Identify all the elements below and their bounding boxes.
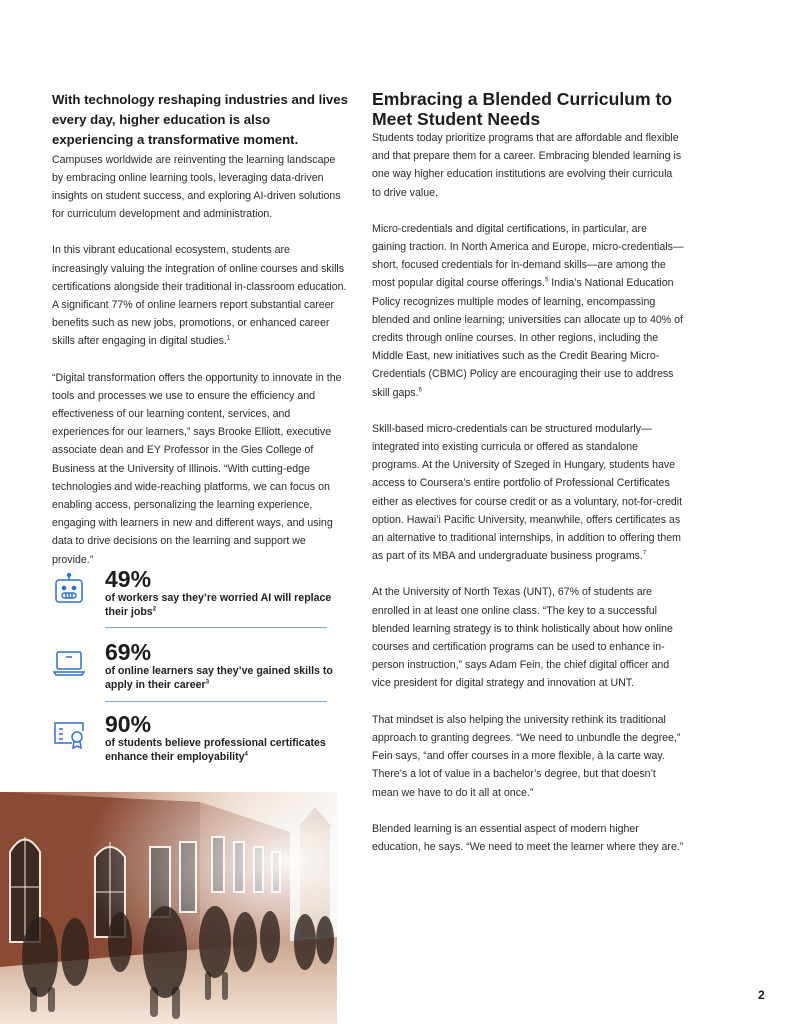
stat-block — [52, 639, 332, 699]
right-paragraph: Students today prioritize programs that are affordable and flexible and that prepare them for a career. Embracing blended learning is one way higher education institutions are evolving their curricula to drive value. — [372, 132, 682, 199]
footnote-ref: 4 — [244, 750, 248, 757]
stat-value: 69% — [105, 639, 152, 665]
footnote-ref: 7 — [642, 550, 647, 557]
right-paragraph — [372, 420, 684, 566]
right-column — [372, 90, 684, 874]
footnote-ref: 2 — [152, 605, 157, 612]
stat-text: of online learners say they’ve gained skills to apply in their career — [105, 665, 333, 691]
stat-description — [105, 737, 337, 764]
modular-text: Skill-based micro-credentials can be structured modularly—integrated into existing curricula or offered as standalone programs. At the University of Szeged in Hungary, students have access to Coursera’s entire portfolio of Professional Certificates either as electives for course credit or as a voluntary, not-for-credit option. Hawai’i Pacific University, meanwhile, offers certificates as an alternative to traditional internships, in addition to offering them as part of its MBA and undergraduate business programs. — [372, 422, 683, 563]
stat-description — [105, 665, 337, 692]
micro-credentials-text: Micro-credentials and digital certifications, in particular, are gaining traction. In North America and Europe, micro-credentials—short, focused credentials for in-demand skills—are among the most popular digital course offerings. — [372, 222, 684, 290]
section-heading: Embracing a Blended Curriculum to Meet Student Needs — [372, 89, 673, 129]
stat-text: of workers say they’re worried AI will replace their jobs — [105, 592, 332, 618]
stat-value: 90% — [105, 711, 152, 737]
laptop-icon — [52, 645, 86, 679]
footnote-ref: 3 — [205, 678, 210, 685]
stat-text: of students believe professional certificates enhance their employability — [105, 737, 326, 763]
certificate-icon — [52, 717, 86, 751]
left-column — [52, 90, 348, 587]
footnote-ref: 5 — [544, 277, 549, 284]
ecosystem-paragraph — [52, 241, 348, 350]
stat-value: 49% — [105, 566, 152, 592]
stat-block — [52, 566, 332, 626]
robot-icon — [52, 572, 86, 606]
intro-rest: Campuses worldwide are reinventing the learning landscape by embracing online learning tools, leveraging data-driven insights on student success, and exploring AI-driven solutions for curriculum development and administration. — [52, 153, 341, 221]
footnote-ref: 1 — [226, 335, 231, 342]
campus-photo — [0, 792, 337, 1024]
ecosystem-text: In this vibrant educational ecosystem, students are increasingly valuing the integration of online courses and skills certifications alongside their traditional in-classroom education. A significant 77% of online learners report substantial career benefits such as new jobs, promotions, or enhanced career skills after engaging in digital studies. — [52, 244, 347, 348]
intro-paragraph — [52, 90, 348, 223]
intro-lead: With technology reshaping industries and lives every day, higher education is also experiencing a transformative moment. — [52, 92, 348, 148]
right-paragraph: Blended learning is an essential aspect of modern higher education, he says. “We need to meet the learner where they are.” — [372, 822, 684, 853]
right-paragraph — [372, 220, 684, 402]
right-paragraph: That mindset is also helping the university rethink its traditional approach to granting degrees. “We need to unbundle the degree,” Fein says, “and offer courses in a more flexible, à la carte way. There’s a lot of value in a bachelor’s degree, but that doesn’t mean we have to do it all at once.” — [372, 713, 681, 799]
stat-block — [52, 711, 332, 771]
page-number: 2 — [758, 988, 765, 1002]
footnote-ref: 6 — [418, 387, 422, 394]
quote-paragraph: “Digital transformation offers the opportunity to innovate in the tools and processes we use to ensure the efficiency and effectiveness of our learning content, services, and experiences for our learners,” says Brooke Elliott, executive associate dean and EY Professor in the Gies College of Business at the University of Illinois. “With cutting-edge technologies and wide-reaching platforms, we can focus on enabling access, personalizing the learning experience, engaging with learners in new and different ways, and using data to drive decisions on the learning and support we provide.” — [52, 371, 342, 566]
stat-divider — [105, 701, 327, 702]
right-paragraph: At the University of North Texas (UNT), 67% of students are enrolled in at least one online class. “The key to a successful blended learning strategy is to think holistically about how online courses and certification programs can be used to enhance in-person instruction,” says Adam Fein, the chief digital officer and vice president for digital strategy and innovation at UNT. — [372, 586, 673, 690]
stat-divider — [105, 627, 327, 628]
policy-text: India’s National Education Policy recognizes multiple modes of learning, encompassing blended and online learning; universities can allocate up to 40% of credits through online courses. In other regions, including the Middle East, new initiatives such as the Credit Bearing Micro-Credentials (CBMC) Policy are encouraging their use to address skill gaps. — [372, 277, 683, 399]
stat-description — [105, 592, 337, 619]
